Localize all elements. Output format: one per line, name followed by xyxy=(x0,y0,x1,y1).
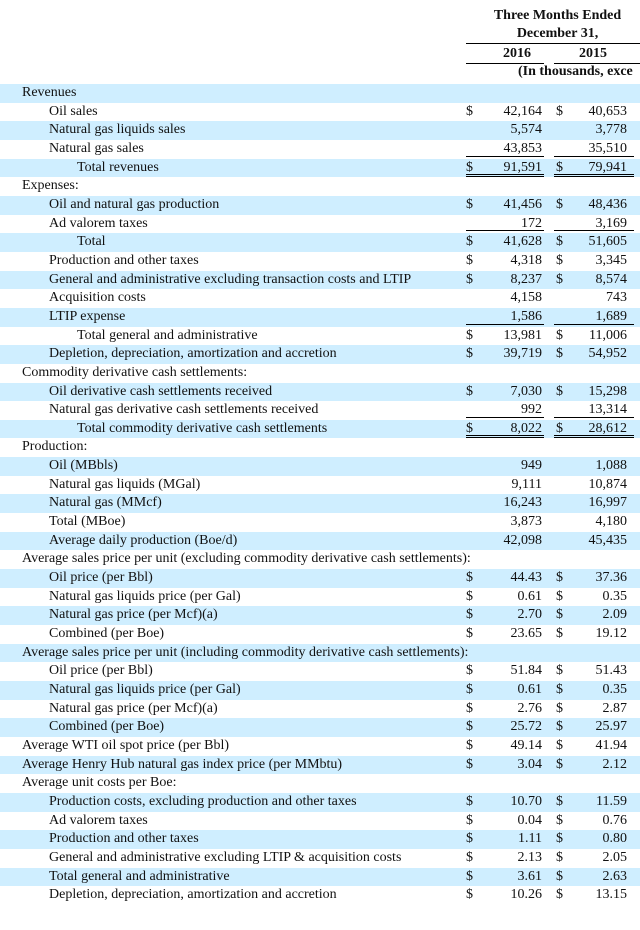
value-2015: 51,605 xyxy=(588,234,627,250)
row-label: Natural gas liquids price (per Gal) xyxy=(49,588,241,604)
row-label: Oil price (per Bbl) xyxy=(49,570,153,586)
value-2015: 10,874 xyxy=(588,476,627,492)
value-2016: 992 xyxy=(521,402,542,418)
row-label: Expenses: xyxy=(22,178,79,194)
value-2016: 39,719 xyxy=(503,346,542,362)
value-2016: 7,030 xyxy=(510,383,542,399)
row-label: Natural gas derivative cash settlements received xyxy=(49,402,319,418)
currency-2016: $ xyxy=(466,252,473,268)
table-row xyxy=(0,774,640,793)
currency-2015: $ xyxy=(556,346,563,362)
currency-2016: $ xyxy=(466,812,473,828)
currency-2016: $ xyxy=(466,607,473,623)
currency-2016: $ xyxy=(466,663,473,679)
subtotal-rule xyxy=(554,230,634,231)
row-label: Oil derivative cash settlements received xyxy=(49,383,273,399)
table-row xyxy=(0,289,640,308)
value-2015: 51.43 xyxy=(595,663,627,679)
value-2015: 13,314 xyxy=(588,402,627,418)
table-row xyxy=(0,196,640,215)
row-label: Ad valorem taxes xyxy=(49,215,148,231)
value-2016: 1.11 xyxy=(518,831,542,847)
value-2016: 10.70 xyxy=(510,793,542,809)
table-row xyxy=(0,737,640,756)
value-2016: 4,158 xyxy=(510,290,542,306)
currency-2016: $ xyxy=(466,271,473,287)
value-2015: 3,345 xyxy=(595,252,627,268)
subtotal-rule xyxy=(466,417,544,418)
subtotal-rule xyxy=(466,324,544,325)
value-2016: 8,237 xyxy=(510,271,542,287)
value-2015: 15,298 xyxy=(588,383,627,399)
value-2015: 1,689 xyxy=(595,308,627,324)
currency-2015: $ xyxy=(556,588,563,604)
row-label: General and administrative excluding transaction costs and LTIP xyxy=(49,271,412,287)
value-2015: 16,997 xyxy=(588,495,627,511)
value-2015: 2.12 xyxy=(602,756,627,772)
currency-2015: $ xyxy=(556,103,563,119)
value-2016: 25.72 xyxy=(510,719,542,735)
value-2016: 41,456 xyxy=(503,196,542,212)
row-label: Natural gas liquids price (per Gal) xyxy=(49,682,241,697)
table-row xyxy=(0,177,640,196)
table-row xyxy=(0,327,640,346)
table-row xyxy=(0,159,640,178)
currency-2016: $ xyxy=(466,700,473,716)
table-row xyxy=(0,569,640,588)
value-2016: 0.61 xyxy=(517,682,542,697)
currency-2015: $ xyxy=(556,626,563,642)
currency-2016: $ xyxy=(466,887,473,903)
value-2015: 79,941 xyxy=(588,159,627,175)
currency-2016: $ xyxy=(466,346,473,362)
value-2016: 2.70 xyxy=(517,607,542,623)
period-date-heading: December 31, xyxy=(516,26,599,41)
currency-2016: $ xyxy=(466,103,473,119)
table-row xyxy=(0,457,640,476)
value-2016: 2.76 xyxy=(517,700,542,716)
value-2016: 8,022 xyxy=(510,420,542,436)
row-label: Oil (MBbls) xyxy=(49,458,118,474)
value-2016: 91,591 xyxy=(503,159,542,175)
table-row xyxy=(0,438,640,457)
row-label: Average sales price per unit (including commodity derivative cash settlements): xyxy=(22,644,469,660)
table-row xyxy=(0,793,640,812)
table-row xyxy=(0,215,640,234)
table-row xyxy=(0,588,640,607)
currency-2016: $ xyxy=(466,327,473,343)
value-2016: 1,586 xyxy=(510,308,542,324)
units-note: (In thousands, exce xyxy=(518,64,633,79)
row-label: Natural gas liquids (MGal) xyxy=(49,476,201,492)
value-2015: 3,169 xyxy=(595,215,627,231)
table-row xyxy=(0,476,640,495)
row-label: Total general and administrative xyxy=(77,327,258,343)
table-row xyxy=(0,606,640,625)
table-row xyxy=(0,84,640,103)
row-label: Average Henry Hub natural gas index price (per MMbtu) xyxy=(22,756,343,772)
row-label: Natural gas price (per Mcf)(a) xyxy=(49,700,218,716)
value-2015: 2.87 xyxy=(602,700,627,716)
value-2015: 35,510 xyxy=(588,140,627,156)
currency-2016: $ xyxy=(466,831,473,847)
table-row xyxy=(0,121,640,140)
subtotal-rule xyxy=(554,156,634,157)
currency-2015: $ xyxy=(556,812,563,828)
table-row xyxy=(0,252,640,271)
value-2016: 23.65 xyxy=(510,626,542,642)
period-heading: Three Months Ended xyxy=(493,8,622,23)
currency-2015: $ xyxy=(556,831,563,847)
currency-2016: $ xyxy=(466,756,473,772)
row-label: Total commodity derivative cash settlements xyxy=(77,420,328,436)
currency-2015: $ xyxy=(556,159,563,175)
currency-2016: $ xyxy=(466,383,473,399)
value-2016: 44.43 xyxy=(510,570,542,586)
row-label: Oil price (per Bbl) xyxy=(49,663,153,679)
row-label: Commodity derivative cash settlements: xyxy=(22,364,248,380)
table-row xyxy=(0,868,640,887)
value-2016: 13,981 xyxy=(503,327,542,343)
table-row xyxy=(0,625,640,644)
table-row xyxy=(0,662,640,681)
currency-2016: $ xyxy=(466,626,473,642)
value-2015: 0.35 xyxy=(602,682,627,697)
currency-2016: $ xyxy=(466,420,473,436)
currency-2016: $ xyxy=(466,570,473,586)
row-label: Combined (per Boe) xyxy=(49,719,165,735)
row-label: Production: xyxy=(22,439,88,455)
currency-2016: $ xyxy=(466,849,473,865)
currency-2015: $ xyxy=(556,868,563,884)
value-2016: 0.04 xyxy=(517,812,542,828)
table-row xyxy=(0,532,640,551)
value-2015: 45,435 xyxy=(588,532,627,548)
currency-2016: $ xyxy=(466,719,473,735)
row-label: Average sales price per unit (excluding commodity derivative cash settlements): xyxy=(22,551,471,567)
row-label: Total (MBoe) xyxy=(49,514,126,530)
value-2015: 40,653 xyxy=(588,103,627,119)
row-label: Depletion, depreciation, amortization and accretion xyxy=(49,346,337,362)
row-label: Production costs, excluding production and other taxes xyxy=(49,793,357,809)
value-2015: 19.12 xyxy=(595,626,627,642)
table-header xyxy=(0,0,640,84)
row-label: Total xyxy=(77,234,106,250)
value-2015: 2.63 xyxy=(602,868,627,884)
value-2015: 2.09 xyxy=(602,607,627,623)
table-row xyxy=(0,830,640,849)
value-2016: 49.14 xyxy=(510,737,542,753)
row-label: Combined (per Boe) xyxy=(49,626,165,642)
table-row xyxy=(0,345,640,364)
value-2016: 3.61 xyxy=(517,868,542,884)
value-2015: 0.35 xyxy=(602,588,627,604)
value-2015: 2.05 xyxy=(602,849,627,865)
value-2016: 16,243 xyxy=(503,495,542,511)
currency-2015: $ xyxy=(556,420,563,436)
subtotal-rule xyxy=(466,156,544,157)
currency-2016: $ xyxy=(466,868,473,884)
value-2016: 42,164 xyxy=(503,103,542,119)
table-row xyxy=(0,140,640,159)
value-2016: 0.61 xyxy=(517,588,542,604)
row-label: Average unit costs per Boe: xyxy=(22,775,177,791)
row-label: LTIP expense xyxy=(49,308,126,324)
subtotal-rule xyxy=(554,417,634,418)
value-2015: 3,778 xyxy=(595,122,627,138)
value-2015: 8,574 xyxy=(595,271,627,287)
row-label: Natural gas price (per Mcf)(a) xyxy=(49,607,218,623)
value-2016: 43,853 xyxy=(503,140,542,156)
value-2015: 743 xyxy=(606,290,627,306)
row-label: Ad valorem taxes xyxy=(49,812,148,828)
value-2016: 9,111 xyxy=(511,476,542,492)
currency-2015: $ xyxy=(556,234,563,250)
currency-2015: $ xyxy=(556,570,563,586)
value-2016: 42,098 xyxy=(503,532,542,548)
table-row xyxy=(0,700,640,719)
row-label: Oil and natural gas production xyxy=(49,196,220,212)
table-row xyxy=(0,420,640,439)
value-2015: 11.59 xyxy=(596,793,627,809)
value-2015: 0.80 xyxy=(602,831,627,847)
value-2016: 2.13 xyxy=(517,849,542,865)
value-2015: 11,006 xyxy=(589,327,627,343)
currency-2016: $ xyxy=(466,682,473,697)
currency-2016: $ xyxy=(466,159,473,175)
currency-2016: $ xyxy=(466,793,473,809)
currency-2016: $ xyxy=(466,234,473,250)
value-2015: 13.15 xyxy=(595,887,627,903)
currency-2015: $ xyxy=(556,756,563,772)
currency-2015: $ xyxy=(556,682,563,697)
currency-2015: $ xyxy=(556,793,563,809)
row-label: Acquisition costs xyxy=(49,290,146,306)
year-2016-heading: 2016 xyxy=(503,46,531,61)
table-row xyxy=(0,383,640,402)
table-row xyxy=(0,718,640,737)
table-row xyxy=(0,681,640,700)
value-2015: 0.76 xyxy=(602,812,627,828)
row-label: General and administrative excluding LTIP & acquisition costs xyxy=(49,849,402,865)
table-row xyxy=(0,271,640,290)
value-2016: 51.84 xyxy=(510,663,542,679)
table-row xyxy=(0,233,640,252)
row-label: Natural gas (MMcf) xyxy=(49,495,162,511)
row-label: Natural gas sales xyxy=(49,140,144,156)
table-row xyxy=(0,812,640,831)
currency-2015: $ xyxy=(556,196,563,212)
row-label: Average WTI oil spot price (per Bbl) xyxy=(22,737,230,753)
value-2015: 54,952 xyxy=(588,346,627,362)
value-2016: 172 xyxy=(521,215,542,231)
currency-2015: $ xyxy=(556,327,563,343)
value-2015: 4,180 xyxy=(595,514,627,530)
value-2015: 1,088 xyxy=(595,458,627,474)
value-2016: 949 xyxy=(521,458,542,474)
row-label: Natural gas liquids sales xyxy=(49,122,186,138)
currency-2016: $ xyxy=(466,737,473,753)
value-2015: 41.94 xyxy=(595,737,627,753)
table-row xyxy=(0,364,640,383)
value-2016: 3.04 xyxy=(517,756,542,772)
value-2016: 5,574 xyxy=(510,122,542,138)
row-label: Production and other taxes xyxy=(49,831,199,847)
row-label: Revenues xyxy=(22,85,77,100)
value-2016: 41,628 xyxy=(503,234,542,250)
table-row xyxy=(0,644,640,663)
value-2015: 25.97 xyxy=(595,719,627,735)
currency-2015: $ xyxy=(556,700,563,716)
row-label: Total general and administrative xyxy=(49,868,230,884)
header-rule xyxy=(466,43,640,44)
subtotal-rule xyxy=(554,324,634,325)
table-row xyxy=(0,103,640,122)
table-row xyxy=(0,494,640,513)
subtotal-rule xyxy=(466,230,544,231)
value-2015: 48,436 xyxy=(588,196,627,212)
value-2016: 4,318 xyxy=(510,252,542,268)
table-row xyxy=(0,756,640,775)
table-row xyxy=(0,401,640,420)
currency-2015: $ xyxy=(556,663,563,679)
row-label: Oil sales xyxy=(49,103,98,119)
table-row xyxy=(0,550,640,569)
currency-2016: $ xyxy=(466,588,473,604)
value-2016: 3,873 xyxy=(510,514,542,530)
value-2015: 37.36 xyxy=(595,570,627,586)
value-2015: 28,612 xyxy=(588,420,627,436)
currency-2015: $ xyxy=(556,719,563,735)
year-2015-heading: 2015 xyxy=(579,46,607,61)
currency-2015: $ xyxy=(556,607,563,623)
table-row xyxy=(0,849,640,868)
currency-2016: $ xyxy=(466,196,473,212)
row-label: Total revenues xyxy=(77,159,159,175)
row-label: Depletion, depreciation, amortization and accretion xyxy=(49,887,337,903)
table-row xyxy=(0,513,640,532)
currency-2015: $ xyxy=(556,271,563,287)
row-label: Production and other taxes xyxy=(49,252,199,268)
currency-2015: $ xyxy=(556,737,563,753)
currency-2015: $ xyxy=(556,887,563,903)
financial-table-body xyxy=(0,84,640,905)
row-label: Average daily production (Boe/d) xyxy=(49,532,238,548)
table-row xyxy=(0,308,640,327)
currency-2015: $ xyxy=(556,252,563,268)
value-2016: 10.26 xyxy=(510,887,542,903)
table-row xyxy=(0,886,640,905)
currency-2015: $ xyxy=(556,849,563,865)
currency-2015: $ xyxy=(556,383,563,399)
